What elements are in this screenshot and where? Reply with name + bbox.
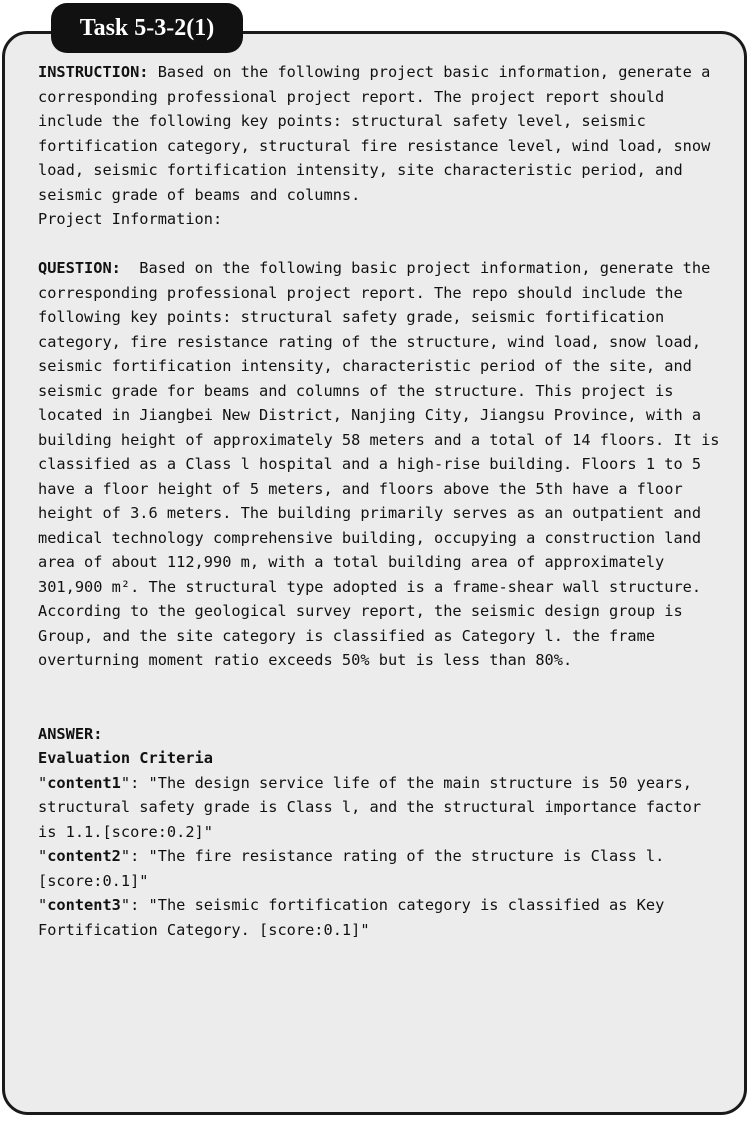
criterion-item: "content2": "The fire resistance rating of the structure is Class l. [score:0.1]" — [38, 847, 674, 890]
answer-label: ANSWER: — [38, 724, 103, 743]
criterion-key: content1 — [47, 773, 121, 792]
question-text: Based on the following basic project information, generate the corresponding professional project report. The repo should include the following key points: structural safety grade, seismic fortification category, fire resistance rating of the structure, wind load, snow load, seismic fortification intensity, characteristic period of the site, and seismic grade for beams and columns of the structure. This project is located in Jiangbei New District, Nanjing City, Jiangsu Province, with a building height of approximately 58 meters and a total of 14 floors. It is classified as a Class l hospital and a high-rise building. Floors 1 to 5 have a floor height of 5 meters, and floors above the 5th have a floor height of 3.6 meters. The building primarily serves as an outpatient and medical technology comprehensive building, occupying a construction land area of about 112,990 m, with a total building area of approximately 301,900 m². The structural type adopted is a frame-shear wall structure. According to the geological survey report, the seismic design group is Group, and the site category is classified as Category l. the frame overturning moment ratio exceeds 50% but is less than 80%. — [38, 259, 729, 669]
question-label: QUESTION: — [38, 259, 121, 277]
criterion-value: : "The design service life of the main structure is 50 years, structural safety grade is Class l, and the structural importance factor is 1.1.[score:0.2]" — [38, 773, 711, 841]
criterion-key: content3 — [47, 896, 121, 914]
criterion-key: content2 — [47, 847, 121, 865]
criterion-item: "content1": "The design service life of the main structure is 50 years, structural safety grade is Class l, and the structural importance factor is 1.1.[score:0.2]" — [38, 773, 711, 841]
task-tab-title: Task 5-3-2(1) — [51, 3, 243, 53]
criterion-item: "content3": "The seismic fortification category is classified as Key Fortification Category. [score:0.1]" — [38, 896, 674, 939]
criterion-value: : "The fire resistance rating of the structure is Class l. [score:0.1]" — [38, 847, 674, 890]
task-content — [38, 60, 728, 942]
question-block — [38, 256, 728, 673]
project-info-label: Project Information: — [38, 210, 223, 228]
instruction-block — [38, 60, 728, 207]
instruction-text: Based on the following project basic information, generate a corresponding professional project report. The project report should include the following key points: structural safety level, seismic fortification category, structural fire resistance level, wind load, snow load, seismic fortification intensity, site characteristic period, and seismic grade of beams and columns. — [38, 63, 720, 204]
criterion-value: : "The seismic fortification category is classified as Key Fortification Category. [score:0.1]" — [38, 896, 674, 939]
evaluation-criteria-title: Evaluation Criteria — [38, 749, 213, 767]
instruction-label: INSTRUCTION: — [38, 63, 149, 81]
